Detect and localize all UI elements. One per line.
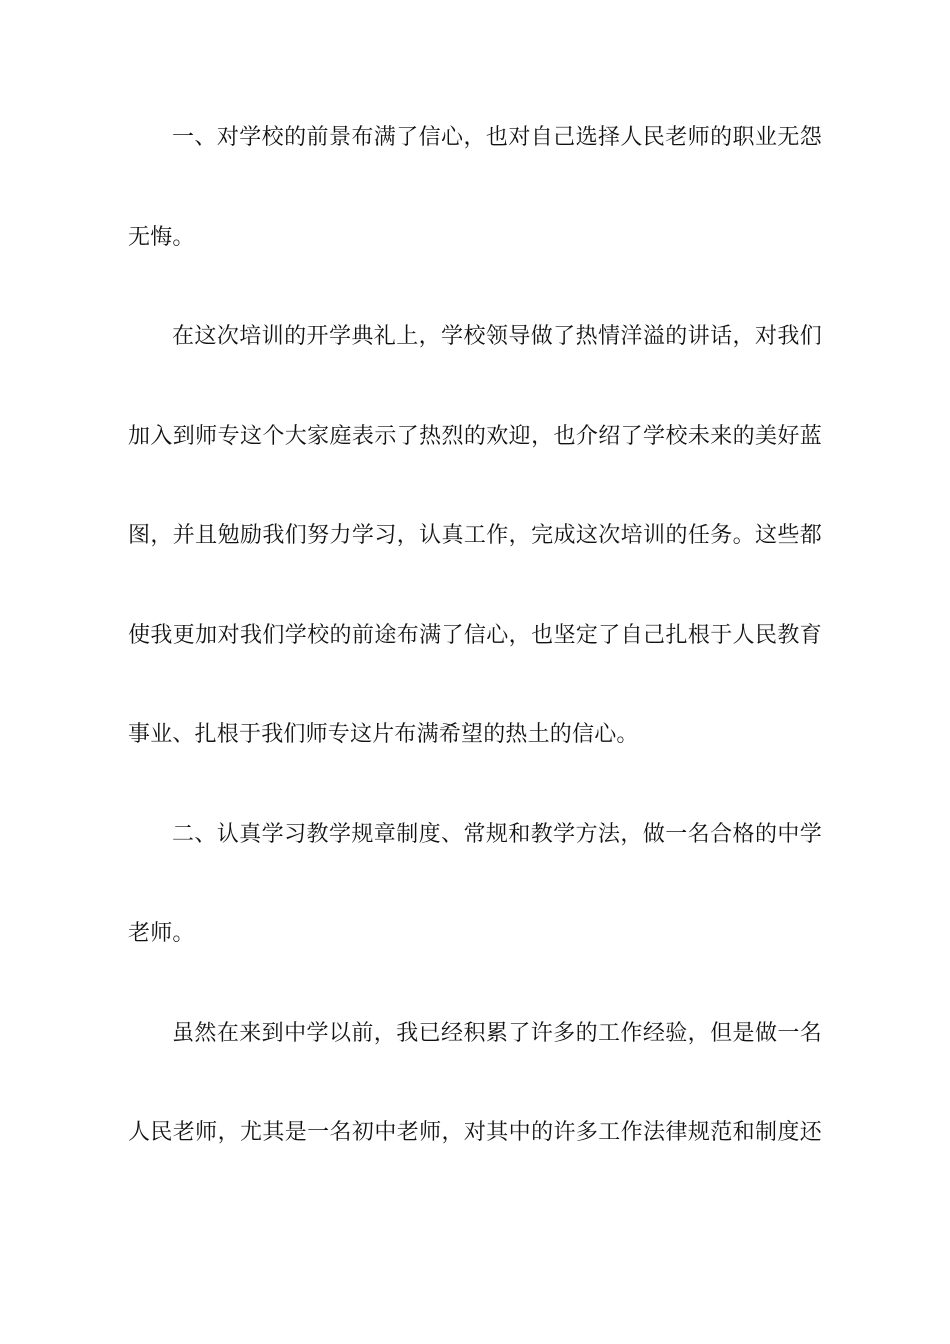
section-heading-2-end: 老师。 (128, 921, 195, 946)
paragraph-line: 事业、扎根于我们师专这片布满希望的热土的信心。 (128, 722, 639, 747)
paragraph-line: 在这次培训的开学典礼上，学校领导做了热情洋溢的讲话，对我们 (172, 324, 822, 349)
section-heading-2: 二、认真学习教学规章制度、常规和教学方法，做一名合格的中学 (172, 821, 822, 847)
paragraph-line: 图，并且勉励我们努力学习，认真工作，完成这次培训的任务。这些都 (128, 523, 822, 548)
section-heading-1-end: 无悔。 (128, 224, 195, 250)
paragraph-line: 加入到师专这个大家庭表示了热烈的欢迎，也介绍了学校未来的美好蓝 (128, 423, 822, 449)
section-heading-1: 一、对学校的前景布满了信心，也对自己选择人民老师的职业无怨 (172, 125, 822, 150)
paragraph-line: 人民老师，尤其是一名初中老师，对其中的许多工作法律规范和制度还 (128, 1120, 822, 1145)
paragraph-line: 虽然在来到中学以前，我已经积累了许多的工作经验，但是做一名 (172, 1020, 822, 1046)
paragraph-line: 使我更加对我们学校的前途布满了信心，也坚定了自己扎根于人民教育 (128, 622, 822, 648)
